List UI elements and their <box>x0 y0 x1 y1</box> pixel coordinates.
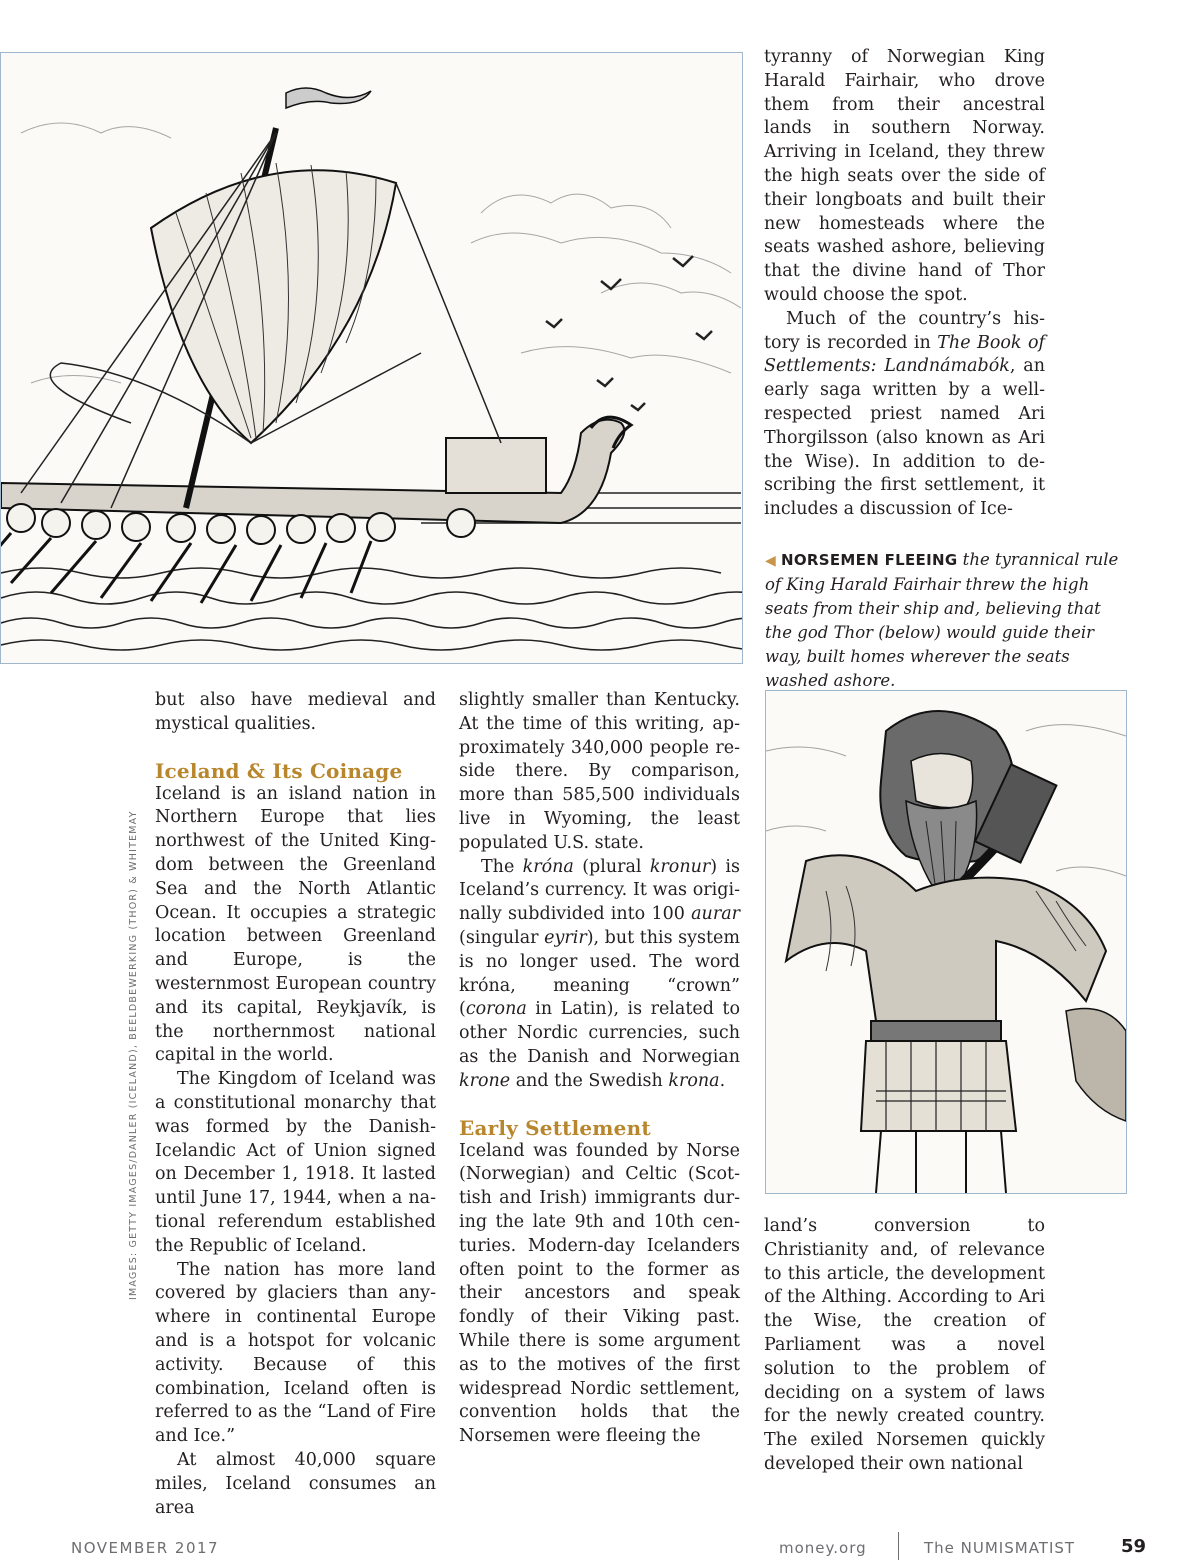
section-heading-coinage: Iceland & Its Coinage <box>155 758 403 783</box>
footer-date: NOVEMBER 2017 <box>71 1539 220 1557</box>
term-krona: króna <box>522 856 574 877</box>
text-run: , an early saga written by a well-respected priest named Ari Thorgilsson (also known as Ari the Wise). In addition to describing the first settlement, it includes a discussion of Ice- <box>764 356 1045 520</box>
col1-paragraph-2: Iceland is an island nation in Northern Europe that lies northwest of the United Kingdom between the Greenland Sea and the North Atlantic Ocean. It occupies a strategic location between Greenland and Europe, is the westernmost European country and its capital, Reykjavík, is the northernmost national capital in the world. <box>155 783 436 1066</box>
col1-paragraph-5: At almost 40,000 square miles, Iceland consumes an area <box>155 1449 436 1518</box>
text-run: (singular <box>459 927 545 948</box>
footer-divider <box>898 1532 899 1560</box>
column-1 <box>155 689 436 1520</box>
page-number: 59 <box>1121 1536 1147 1557</box>
col3-paragraph-3: land’s conversion to Christianity and, of relevance to this article, the development of the Althing. According to Ari the Wise, the creation of Parliament was a novel solution to the problem of deciding on a system of laws for the newly created country. The exiled Norsemen quickly developed their own national <box>764 1216 1045 1474</box>
text-run: ) is Iceland’s currency. It was originally subdivided into 100 <box>459 856 740 925</box>
left-triangle-icon: ◀ <box>765 553 776 569</box>
term-aurar: aurar <box>691 904 740 925</box>
term-kronur: kronur <box>649 856 711 877</box>
col2-paragraph-1: slightly smaller than Kentucky. At the time of this writing, approximately 340,000 people reside there. By comparison, more than 585,500 individuals live in Wyoming, the least populated U.S. state. <box>459 690 740 853</box>
caption-text: the tyrannical rule of King Harald Fairhair threw the high seats from their ship and, believing that the god Thor (below) would guide their way, built homes wherever the seats washed ashore. <box>765 550 1119 690</box>
text-run: and the Swedish <box>510 1070 669 1091</box>
text-run: . <box>719 1070 726 1091</box>
term-corona: corona <box>465 999 527 1020</box>
col1-paragraph-3: The Kingdom of Iceland was a constitutional monarchy that was formed by the Danish-Icelandic Act of Union signed on December 1, 1918. It lasted until June 17, 1944, when a national referendum established the Republic of Iceland. <box>155 1069 436 1256</box>
section-heading-settlement: Early Settlement <box>459 1115 651 1140</box>
text-run: (plural <box>573 856 650 877</box>
thor-drawing <box>766 691 1126 1193</box>
column-3-bottom <box>764 1215 1045 1477</box>
caption-lead: NORSEMEN FLEEING <box>781 551 958 569</box>
book-title: The Book of Settlements: Landnámabók <box>764 332 1045 377</box>
col3-paragraph-2 <box>764 308 1045 522</box>
viking-ship-illustration <box>0 52 743 664</box>
term-krona-swedish: krona <box>668 1070 720 1091</box>
footer-website[interactable]: money.org <box>779 1539 867 1557</box>
text-run: Much of the country’s history is recorded in <box>764 308 1045 353</box>
term-eyrir: eyrir <box>544 927 587 948</box>
col1-paragraph-4: The nation has more land covered by glaciers than anywhere in continental Europe and is a hotspot for volcanic activity. Because of this combination, Iceland often is referred to as the “Land of Fire and Ice.” <box>155 1259 436 1447</box>
image-credit: IMAGES: GETTY IMAGES/DANLER (ICELAND), BEELDBEWERKING (THOR) & WHITEMAY <box>128 810 139 1300</box>
col1-paragraph-1: but also have medieval and mystical qualities. <box>155 690 436 734</box>
thor-illustration <box>765 690 1127 1194</box>
col2-paragraph-2 <box>459 856 740 1094</box>
col2-paragraph-3: Iceland was founded by Norse (Norwegian) and Celtic (Scottish and Irish) immigrants during the late 9th and 10th centuries. Modern-day Icelanders often point to the former as their ancestors and speak fondly of their Viking past. While there is some argument as to the motives of the first widespread Nordic settlement, convention holds that the Norsemen were fleeing the <box>459 1140 740 1447</box>
column-2 <box>459 689 740 1449</box>
text-run: ), but this system is no longer used. The word króna, meaning “crown” ( <box>459 927 741 1020</box>
footer-magazine: The NUMISMATIST <box>924 1539 1076 1557</box>
text-run: in Latin), is related to other Nordic currencies, such as the Danish and Norwegian <box>459 999 740 1067</box>
viking-ship-drawing <box>1 53 742 663</box>
col3-paragraph-1: tyranny of Norwegian King Harald Fairhair, who drove them from their ancestral lands in southern Norway. Arriving in Iceland, they threw the high seats over the side of their longboats and built their new homesteads where the seats washed ashore, believing that the divine hand of Thor would choose the spot. <box>764 47 1045 305</box>
text-run: The <box>481 856 523 877</box>
ship-caption <box>765 548 1125 693</box>
column-3-top <box>764 46 1045 522</box>
term-krone: krone <box>459 1070 511 1091</box>
